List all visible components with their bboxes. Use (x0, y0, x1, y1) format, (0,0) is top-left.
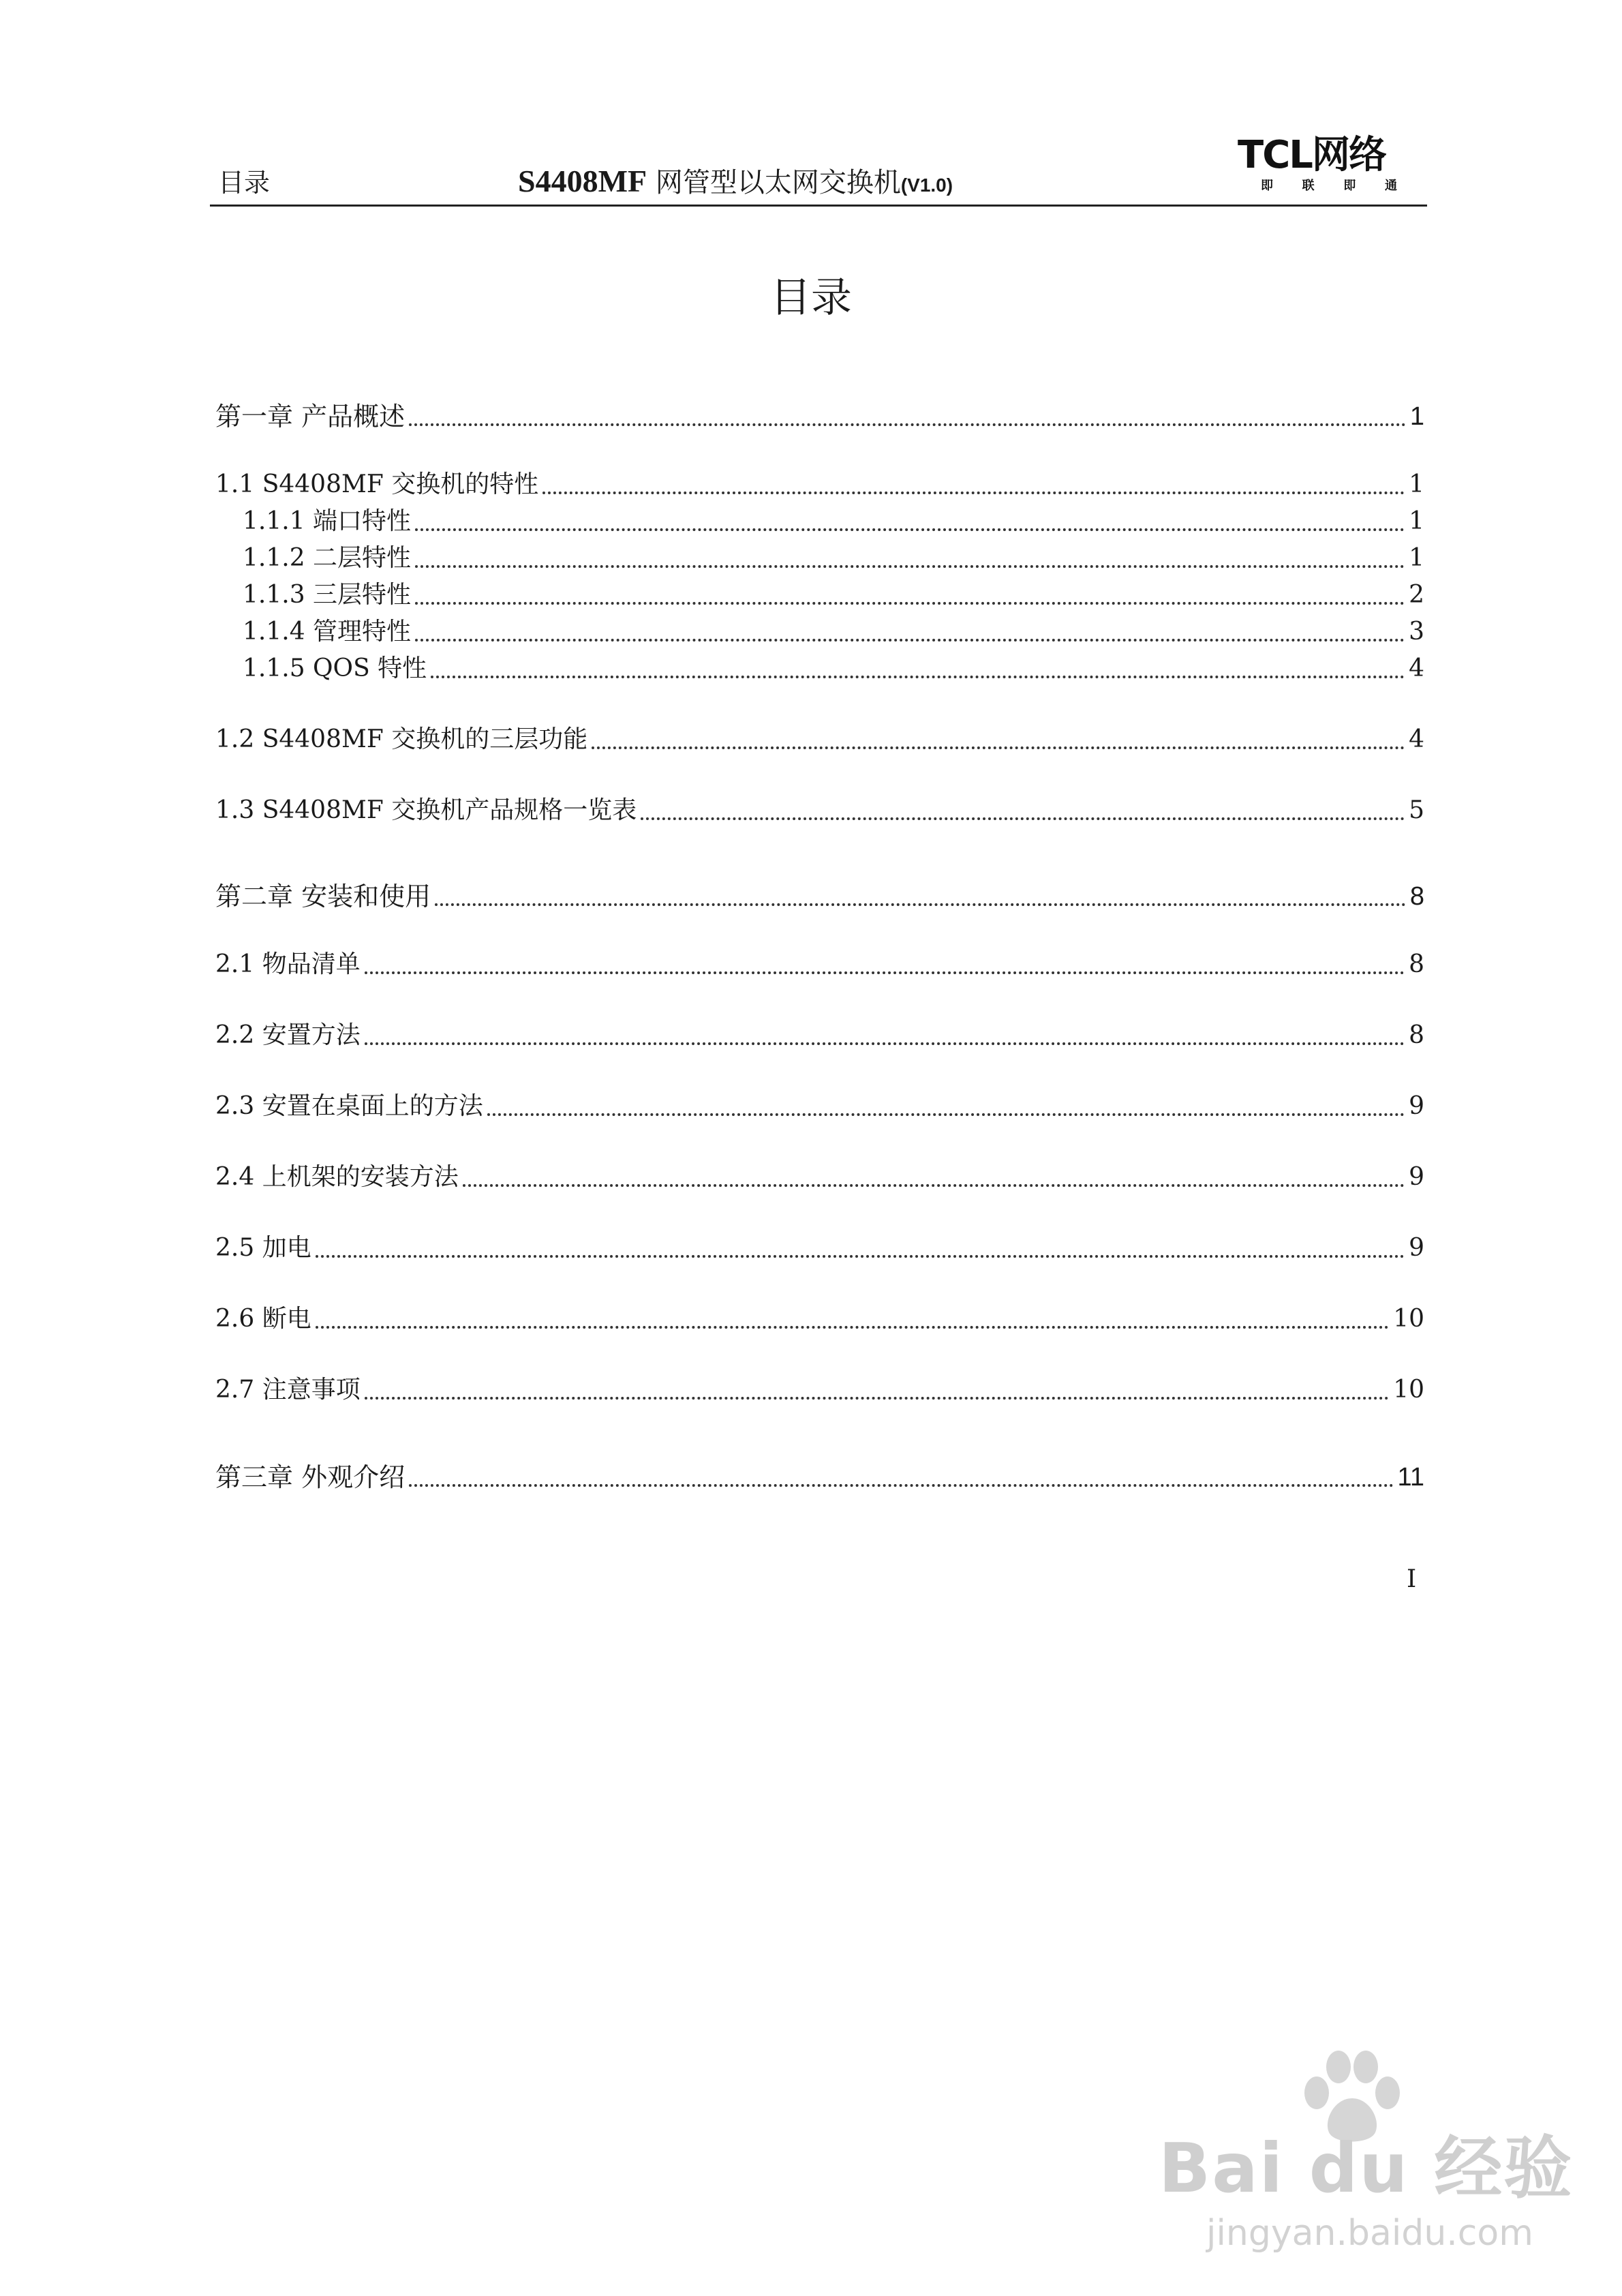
toc-entry-1-2[interactable] (215, 723, 1424, 757)
logo-slogan-char: 通 (1384, 179, 1397, 193)
toc-entry-1-1[interactable] (215, 468, 1424, 502)
logo-slogan-char: 即 (1261, 179, 1273, 193)
toc-entry-chapter-1[interactable] (215, 399, 1424, 434)
toc-page-number: 9 (1409, 1163, 1424, 1191)
toc-leader-dots (431, 676, 1405, 678)
toc-entry-chapter-3[interactable] (215, 1460, 1424, 1494)
toc-label: 1.1.5 QOS 特性 (243, 654, 427, 682)
toc-label: 2.3 安置在桌面上的方法 (215, 1092, 483, 1120)
footer-page-number: I (1407, 1565, 1417, 1593)
toc-page-number: 11 (1397, 1463, 1424, 1492)
toc-leader-dots (542, 492, 1405, 494)
toc-entry-1-1-4[interactable] (243, 615, 1424, 649)
toc-leader-dots (641, 817, 1405, 820)
toc-label: 1.1.1 端口特性 (243, 507, 412, 535)
toc-page-number: 4 (1409, 654, 1424, 682)
header-divider (210, 205, 1427, 207)
toc-leader-dots (365, 971, 1405, 974)
toc-label: 1.1.3 三层特性 (243, 581, 412, 609)
toc-page-number: 8 (1409, 882, 1424, 911)
watermark-brand: Bai du 经验 (1159, 2128, 1574, 2208)
toc-entry-2-7[interactable] (215, 1373, 1424, 1407)
toc-label: 2.7 注意事项 (215, 1376, 361, 1404)
toc-entry-2-5[interactable] (215, 1231, 1424, 1265)
toc-page-number: 4 (1409, 725, 1424, 753)
toc-page-number: 5 (1409, 796, 1424, 824)
toc-page-number: 1 (1409, 507, 1424, 535)
toc-entry-1-1-3[interactable] (243, 578, 1424, 612)
toc-label: 第二章 安装和使用 (215, 881, 431, 911)
toc-page-number: 3 (1409, 618, 1424, 646)
toc-entry-2-4[interactable] (215, 1160, 1424, 1194)
toc-entry-2-2[interactable] (215, 1018, 1424, 1053)
logo-main-text: TCL网络 (1238, 133, 1386, 177)
toc-page-number: 9 (1409, 1234, 1424, 1262)
toc-page-number: 1 (1409, 402, 1424, 431)
toc-leader-dots (316, 1255, 1405, 1258)
toc-label: 1.1.2 二层特性 (243, 544, 412, 572)
toc-leader-dots (592, 746, 1405, 749)
toc-label: 2.1 物品清单 (215, 950, 361, 978)
toc-label: 2.2 安置方法 (215, 1021, 361, 1049)
toc-page-number: 2 (1409, 581, 1424, 609)
toc-label: 第三章 外观介绍 (215, 1462, 406, 1492)
toc-label: 1.2 S4408MF 交换机的三层功能 (215, 725, 588, 753)
toc-page-number: 1 (1409, 544, 1424, 572)
header-title (518, 160, 953, 207)
toc-leader-dots (415, 602, 1405, 605)
toc-entry-2-6[interactable] (215, 1302, 1424, 1336)
toc-label: 1.1 S4408MF 交换机的特性 (215, 470, 539, 498)
toc-entry-2-1[interactable] (215, 948, 1424, 982)
toc-entry-1-1-1[interactable] (243, 504, 1424, 539)
toc-leader-dots (409, 1484, 1393, 1487)
toc-label: 1.3 S4408MF 交换机产品规格一览表 (215, 796, 637, 824)
watermark-url: jingyan.baidu.com (1206, 2213, 1533, 2254)
toc-page-number: 9 (1409, 1092, 1424, 1120)
toc-entry-2-3[interactable] (215, 1089, 1424, 1123)
header-model: S4408MF (518, 164, 647, 198)
toc-page-number: 1 (1409, 470, 1424, 498)
toc-label: 1.1.4 管理特性 (243, 618, 412, 646)
toc-page-number: 10 (1393, 1376, 1424, 1404)
toc-entry-1-3[interactable] (215, 794, 1424, 828)
toc-leader-dots (487, 1113, 1405, 1116)
page-title: 目录 (770, 274, 852, 322)
toc-label: 2.6 断电 (215, 1305, 311, 1333)
toc-leader-dots (415, 565, 1405, 568)
toc-leader-dots (365, 1397, 1389, 1400)
tcl-logo (1238, 134, 1415, 202)
toc-entry-chapter-2[interactable] (215, 879, 1424, 913)
toc-page-number: 8 (1409, 1021, 1424, 1049)
toc-page-number: 10 (1393, 1305, 1424, 1333)
toc-leader-dots (316, 1326, 1389, 1329)
toc-label: 第一章 产品概述 (215, 402, 406, 432)
header-product-name: 网管型以太网交换机 (655, 167, 901, 198)
toc-leader-dots (435, 903, 1406, 906)
toc-leader-dots (409, 423, 1406, 426)
toc-entry-1-1-5[interactable] (243, 652, 1424, 686)
logo-slogan-char: 联 (1302, 179, 1315, 193)
toc-page-number: 8 (1409, 950, 1424, 978)
header-version: (V1.0) (900, 175, 953, 196)
toc-label: 2.4 上机架的安装方法 (215, 1163, 459, 1191)
toc-leader-dots (463, 1184, 1405, 1187)
baidu-jingyan-watermark (1159, 2045, 1574, 2263)
toc-label: 2.5 加电 (215, 1234, 311, 1262)
header-section-label: 目录 (218, 168, 271, 198)
logo-slogan-char: 即 (1343, 179, 1356, 193)
toc-entry-1-1-2[interactable] (243, 541, 1424, 575)
toc-leader-dots (415, 639, 1405, 641)
toc-leader-dots (365, 1042, 1405, 1045)
logo-slogan (1261, 179, 1397, 194)
toc-leader-dots (415, 528, 1405, 531)
